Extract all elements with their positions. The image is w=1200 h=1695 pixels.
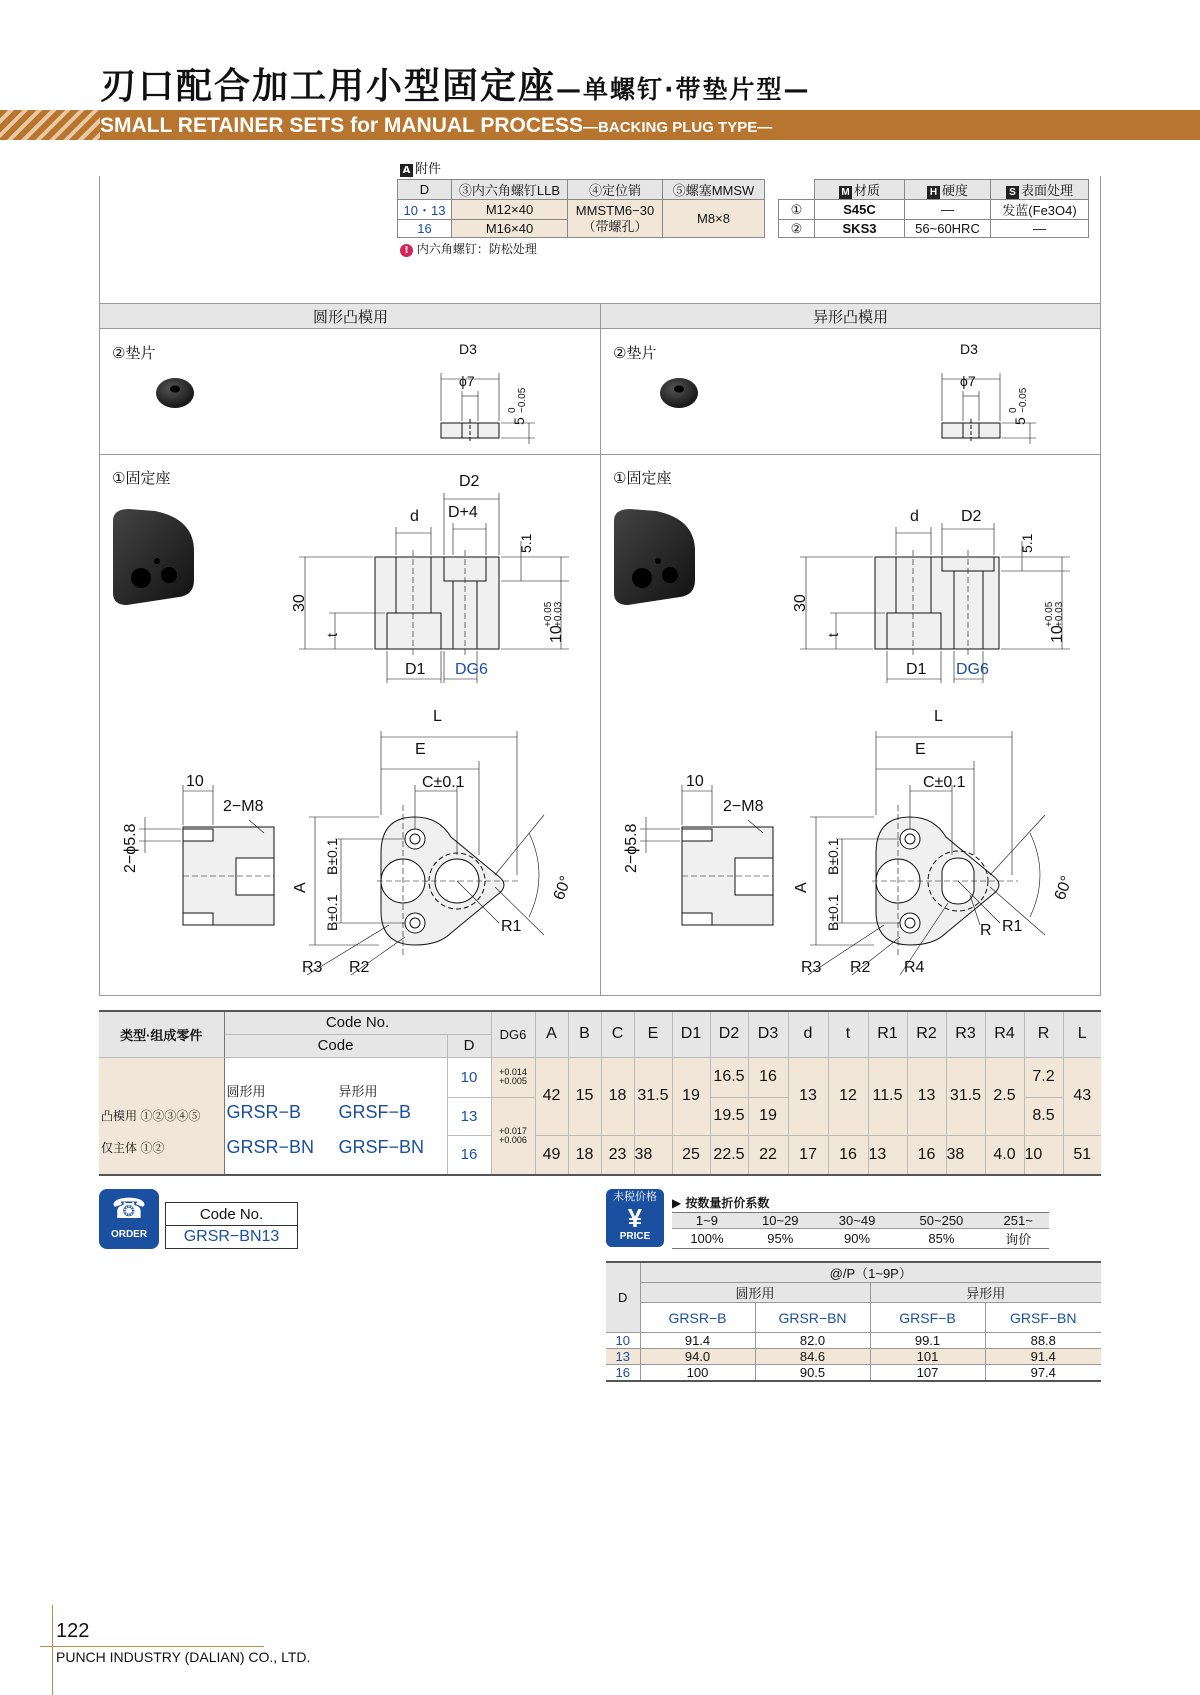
dim-D2-right: D2 bbox=[961, 508, 982, 525]
dim-5-left: 5 bbox=[511, 417, 527, 425]
acc-d-2: 16 bbox=[398, 220, 452, 238]
dim-10-tol-top-left: +0.05 bbox=[543, 601, 554, 627]
spec-a-R3: 31.5 bbox=[946, 1057, 985, 1135]
order-code-box bbox=[165, 1202, 298, 1249]
hardness-badge: H bbox=[927, 186, 940, 199]
mat-col-surface-label: 表面处理 bbox=[1020, 183, 1073, 198]
dim-t-right: t bbox=[825, 633, 841, 637]
dim-10-right: 10 bbox=[1049, 625, 1066, 643]
mat-no-2: ② bbox=[779, 220, 815, 238]
surface-badge: S bbox=[1006, 186, 1019, 199]
spec-a-R4: 2.5 bbox=[985, 1057, 1024, 1135]
dim-D2-left: D2 bbox=[459, 473, 480, 490]
spec-dg6-tol-1-bot: +0.005 bbox=[499, 1076, 527, 1086]
dim-5-tol-top-left: 0 bbox=[507, 407, 518, 413]
dim-2phi58-right: 2−ϕ5.8 bbox=[623, 823, 640, 873]
spec-a-D2-10: 16.5 bbox=[710, 1057, 748, 1097]
dim-t-left: t bbox=[324, 633, 340, 637]
accessories-badge: A bbox=[400, 164, 413, 177]
spec-a-L: 43 bbox=[1063, 1057, 1101, 1135]
rate-1: 100% bbox=[690, 1231, 724, 1246]
acc-pin-value: MMSTM6−30 bbox=[575, 202, 655, 218]
spec-col-codeno: Code No. bbox=[224, 1011, 491, 1034]
dim-d-left: d bbox=[410, 508, 419, 525]
spec-col-C: C bbox=[601, 1011, 634, 1057]
price-unit-header: @/P（1~9P） bbox=[640, 1262, 1101, 1283]
footer-hline bbox=[40, 1646, 264, 1647]
rate-5: 询价 bbox=[1005, 1232, 1032, 1247]
dim-phi7-right: ϕ7 bbox=[960, 373, 976, 389]
dim-10-tol-bot-left: +0.03 bbox=[553, 601, 564, 627]
triangle-icon: ▶ bbox=[672, 1196, 682, 1210]
shim-photo-right bbox=[660, 378, 698, 408]
mat-value-2: SKS3 bbox=[815, 220, 905, 238]
price-round-header: 圆形用 bbox=[640, 1283, 870, 1303]
rate-2: 95% bbox=[767, 1231, 794, 1246]
spec-col-R3: R3 bbox=[946, 1011, 985, 1057]
spec-col-B: B bbox=[568, 1011, 601, 1057]
spec-a-C: 18 bbox=[601, 1057, 634, 1135]
dim-B2-right: B±0.1 bbox=[825, 894, 841, 931]
spec-table bbox=[99, 1010, 1101, 1176]
section-shaped: 异形凸模用 bbox=[600, 303, 1101, 329]
spec-dg6-tol-2 bbox=[491, 1097, 535, 1175]
mat-col-material-label: 材质 bbox=[853, 183, 880, 198]
discount-title-text: 按数量折价系数 bbox=[685, 1196, 770, 1210]
spec-a-R-10: 7.2 bbox=[1024, 1057, 1063, 1097]
spec-col-E: E bbox=[634, 1011, 672, 1057]
dim-A-right: A bbox=[793, 882, 810, 893]
spec-a-D1: 19 bbox=[672, 1057, 710, 1135]
dim-2phi58-left: 2−ϕ5.8 bbox=[122, 823, 139, 873]
page-number: 122 bbox=[56, 1620, 90, 1642]
dim-5-1-right: 5.1 bbox=[1019, 533, 1035, 553]
mat-value-1: S45C bbox=[815, 200, 905, 220]
dim-B1-left: B±0.1 bbox=[324, 838, 340, 875]
price-badge bbox=[606, 1189, 664, 1247]
dim-5-tol-top-right: 0 bbox=[1008, 407, 1019, 413]
dim-D1-right: D1 bbox=[906, 661, 927, 678]
acc-d-1: 10・13 bbox=[398, 200, 452, 220]
retainer-photo-round bbox=[113, 509, 194, 605]
spec-a-B: 15 bbox=[568, 1057, 601, 1135]
spec-d-16: 16 bbox=[447, 1135, 491, 1175]
spec-col-A: A bbox=[535, 1011, 568, 1057]
spec-col-t: t bbox=[828, 1011, 868, 1057]
spec-b-B: 18 bbox=[568, 1135, 601, 1175]
dim-DG6-right: DG6 bbox=[956, 661, 989, 678]
dim-E-right: E bbox=[915, 741, 926, 758]
dim-R3-left: R3 bbox=[302, 959, 323, 976]
spec-codes-cell bbox=[224, 1057, 447, 1175]
spec-b-R3: 38 bbox=[946, 1135, 985, 1175]
warning-icon: ! bbox=[400, 244, 413, 257]
title-en-main: SMALL RETAINER SETS for MANUAL PROCESS bbox=[100, 114, 584, 137]
dim-10b-right: 10 bbox=[686, 773, 704, 790]
dim-5-right: 5 bbox=[1012, 417, 1028, 425]
spec-dg6-tol-2-top: +0.017 bbox=[499, 1125, 527, 1136]
price-table bbox=[606, 1261, 1101, 1382]
price-16-3: 107 bbox=[870, 1365, 985, 1382]
dim-A-left: A bbox=[292, 882, 309, 893]
material-table bbox=[778, 179, 1089, 238]
price-13-2: 84.6 bbox=[755, 1349, 870, 1365]
dim-DG6-left: DG6 bbox=[455, 661, 488, 678]
retainer-label-right: ①固定座 bbox=[613, 469, 672, 487]
dim-B2-left: B±0.1 bbox=[324, 894, 340, 931]
order-code-value: GRSR−BN13 bbox=[183, 1228, 280, 1245]
mat-corner bbox=[779, 180, 815, 200]
yen-icon: ¥ bbox=[627, 1203, 643, 1233]
spec-b-R: 10 bbox=[1024, 1135, 1063, 1175]
order-code-label: Code No. bbox=[166, 1203, 297, 1226]
acc-pin bbox=[568, 200, 663, 238]
accessories-table bbox=[397, 179, 765, 238]
price-10-1: 91.4 bbox=[640, 1333, 755, 1349]
qty-2: 10~29 bbox=[762, 1213, 799, 1228]
price-16-2: 90.5 bbox=[755, 1365, 870, 1382]
spec-b-D3: 22 bbox=[748, 1135, 788, 1175]
acc-plug: M8×8 bbox=[663, 200, 765, 238]
qty-3: 30~49 bbox=[838, 1213, 876, 1228]
spec-a-t: 12 bbox=[828, 1057, 868, 1135]
dim-R3-right: R3 bbox=[801, 959, 822, 976]
spec-row-label-2: 仅主体 ①② bbox=[101, 1140, 165, 1155]
spec-type-shaped: 异形用 bbox=[338, 1084, 378, 1100]
dim-R2-right: R2 bbox=[850, 959, 871, 976]
qty-1: 1~9 bbox=[695, 1213, 718, 1228]
spec-col-d: d bbox=[788, 1011, 828, 1057]
mat-col-hardness bbox=[905, 180, 991, 200]
dim-R1-right: R1 bbox=[1002, 918, 1023, 935]
acc-col-plug: ⑤螺塞MMSW bbox=[663, 180, 765, 200]
dim-R2-left: R2 bbox=[349, 959, 370, 976]
dim-R4-right: R4 bbox=[904, 959, 925, 976]
spec-d-10: 10 bbox=[447, 1057, 491, 1097]
price-col-d: D bbox=[606, 1262, 640, 1333]
dim-30-right: 30 bbox=[792, 594, 809, 612]
spec-code-bn-shaped: GRSF−BN bbox=[338, 1137, 425, 1158]
discount-table bbox=[672, 1212, 1049, 1249]
dim-2M8-right: 2−M8 bbox=[723, 798, 764, 815]
banner-stripes bbox=[0, 110, 100, 140]
spec-a-d: 13 bbox=[788, 1057, 828, 1135]
spec-col-type: 类型·组成零件 bbox=[99, 1011, 224, 1057]
discount-title bbox=[672, 1194, 769, 1211]
dim-L-right: L bbox=[934, 708, 943, 725]
mat-hard-1: — bbox=[905, 200, 991, 220]
spec-b-D1: 25 bbox=[672, 1135, 710, 1175]
spec-a-A: 42 bbox=[535, 1057, 568, 1135]
spec-a-R2: 13 bbox=[907, 1057, 946, 1135]
spec-col-R1: R1 bbox=[868, 1011, 907, 1057]
dim-10-tol-top-right: +0.05 bbox=[1044, 601, 1055, 627]
spec-b-A: 49 bbox=[535, 1135, 568, 1175]
price-d-10: 10 bbox=[606, 1333, 640, 1349]
acc-screw-2: M16×40 bbox=[452, 220, 568, 238]
dim-Dplus4-left: D+4 bbox=[448, 504, 478, 521]
rate-3: 90% bbox=[844, 1231, 871, 1246]
spec-b-R1: 13 bbox=[868, 1135, 907, 1175]
dim-10b-left: 10 bbox=[186, 773, 204, 790]
spec-col-dg6: DG6 bbox=[491, 1011, 535, 1057]
price-10-2: 82.0 bbox=[755, 1333, 870, 1349]
dim-D3-right: D3 bbox=[960, 341, 978, 357]
acc-pin-note: （带螺孔） bbox=[582, 218, 648, 234]
phone-icon: ☎ bbox=[111, 1192, 147, 1225]
spec-col-R4: R4 bbox=[985, 1011, 1024, 1057]
spec-a-D3-13: 19 bbox=[748, 1097, 788, 1135]
shim-label-right: ②垫片 bbox=[613, 344, 657, 362]
dim-60deg-right: 60° bbox=[1051, 873, 1077, 903]
price-code-3: GRSF−B bbox=[870, 1303, 985, 1333]
spec-col-R: R bbox=[1024, 1011, 1063, 1057]
price-code-4: GRSF−BN bbox=[985, 1303, 1101, 1333]
retainer-drawing-round bbox=[99, 455, 601, 995]
price-16-1: 100 bbox=[640, 1365, 755, 1382]
qty-4: 50~250 bbox=[919, 1213, 964, 1228]
page-title bbox=[100, 58, 811, 109]
dim-60deg-left: 60° bbox=[550, 873, 576, 903]
dim-phi7-left: ϕ7 bbox=[459, 373, 475, 389]
price-10-3: 99.1 bbox=[870, 1333, 985, 1349]
spec-type-round: 圆形用 bbox=[226, 1084, 266, 1100]
price-code-2: GRSR−BN bbox=[755, 1303, 870, 1333]
spec-col-D1: D1 bbox=[672, 1011, 710, 1057]
order-badge bbox=[99, 1189, 159, 1249]
price-13-1: 94.0 bbox=[640, 1349, 755, 1365]
title-en bbox=[100, 114, 772, 138]
retainer-label-left: ①固定座 bbox=[112, 469, 171, 487]
dim-C-right: C±0.1 bbox=[923, 774, 966, 791]
dim-R1-left: R1 bbox=[501, 918, 522, 935]
dim-B1-right: B±0.1 bbox=[825, 838, 841, 875]
mat-surf-2: — bbox=[991, 220, 1089, 238]
price-10-4: 88.8 bbox=[985, 1333, 1101, 1349]
spec-a-E: 31.5 bbox=[634, 1057, 672, 1135]
mat-hard-2: 56~60HRC bbox=[905, 220, 991, 238]
spec-a-D2-13: 19.5 bbox=[710, 1097, 748, 1135]
spec-b-R2: 16 bbox=[907, 1135, 946, 1175]
price-badge-top: 未税价格 bbox=[613, 1191, 657, 1203]
price-d-16: 16 bbox=[606, 1365, 640, 1382]
spec-col-D2: D2 bbox=[710, 1011, 748, 1057]
acc-col-d: D bbox=[398, 180, 452, 200]
spec-b-E: 38 bbox=[634, 1135, 672, 1175]
price-13-4: 91.4 bbox=[985, 1349, 1101, 1365]
spec-b-d: 17 bbox=[788, 1135, 828, 1175]
mat-col-surface bbox=[991, 180, 1089, 200]
spec-col-L: L bbox=[1063, 1011, 1101, 1057]
shim-label-left: ②垫片 bbox=[112, 344, 156, 362]
acc-screw-1: M12×40 bbox=[452, 200, 568, 220]
retainer-drawing-shaped bbox=[600, 455, 1101, 995]
acc-col-pin: ④定位销 bbox=[568, 180, 663, 200]
dim-5-1-left: 5.1 bbox=[518, 533, 534, 553]
dim-2M8-left: 2−M8 bbox=[223, 798, 264, 815]
price-16-4: 97.4 bbox=[1030, 1365, 1056, 1380]
spec-dg6-tol-1 bbox=[491, 1057, 535, 1097]
dim-5-tol-bot-right: −0.05 bbox=[1018, 387, 1029, 413]
spec-code-b-shaped: GRSF−B bbox=[338, 1102, 412, 1123]
dim-10-tol-bot-right: +0.03 bbox=[1054, 601, 1065, 627]
title-en-sub: —BACKING PLUG TYPE— bbox=[583, 119, 773, 136]
spec-b-L: 51 bbox=[1063, 1135, 1101, 1175]
spec-b-t: 16 bbox=[828, 1135, 868, 1175]
dim-30-left: 30 bbox=[291, 594, 308, 612]
section-round: 圆形凸模用 bbox=[99, 303, 601, 329]
dim-5-tol-bot-left: −0.05 bbox=[517, 387, 528, 413]
accessories-label-text: 附件 bbox=[415, 162, 442, 177]
acc-col-screw: ③内六角螺钉LLB bbox=[452, 180, 568, 200]
dim-D3-left: D3 bbox=[459, 341, 477, 357]
accessories-label bbox=[400, 158, 441, 177]
dim-L-left: L bbox=[433, 708, 442, 725]
spec-a-D3-10: 16 bbox=[748, 1057, 788, 1097]
spec-row-label-1: 凸模用 ①②③④⑤ bbox=[101, 1108, 201, 1123]
footer-vline bbox=[52, 1605, 53, 1695]
title-cn: 刃口配合加工用小型固定座 bbox=[100, 66, 557, 107]
spec-type-cell bbox=[99, 1057, 224, 1175]
price-shaped-header: 异形用 bbox=[870, 1283, 1101, 1303]
spec-a-R1: 11.5 bbox=[868, 1057, 907, 1135]
acc-note bbox=[400, 240, 537, 257]
spec-b-R4: 4.0 bbox=[985, 1135, 1024, 1175]
title-cn-sub: —单螺钉·带垫片型— bbox=[556, 75, 811, 104]
qty-5: 251~ bbox=[1003, 1213, 1033, 1228]
order-badge-text: ORDER bbox=[110, 1229, 148, 1240]
dim-C-left: C±0.1 bbox=[422, 774, 465, 791]
shim-drawings bbox=[99, 329, 1101, 454]
spec-col-R2: R2 bbox=[907, 1011, 946, 1057]
dim-D1-left: D1 bbox=[405, 661, 426, 678]
material-badge: M bbox=[839, 186, 852, 199]
spec-dg6-tol-1-top: +0.014 bbox=[499, 1067, 527, 1077]
shim-photo-left bbox=[156, 378, 194, 408]
spec-b-C: 23 bbox=[601, 1135, 634, 1175]
mat-col-hardness-label: 硬度 bbox=[941, 183, 968, 198]
price-badge-bottom: PRICE bbox=[619, 1231, 651, 1242]
mat-no-1: ① bbox=[779, 200, 815, 220]
spec-code-b-round: GRSR−B bbox=[226, 1102, 302, 1123]
retainer-photo-shaped bbox=[614, 509, 695, 605]
dim-d-right: d bbox=[910, 508, 919, 525]
price-d-13: 13 bbox=[606, 1349, 640, 1365]
spec-col-code: Code bbox=[224, 1034, 447, 1057]
spec-code-bn-round: GRSR−BN bbox=[226, 1137, 315, 1158]
spec-a-R-13: 8.5 bbox=[1024, 1097, 1063, 1135]
mat-col-material bbox=[815, 180, 905, 200]
price-code-1: GRSR−B bbox=[640, 1303, 755, 1333]
spec-b-D2: 22.5 bbox=[710, 1135, 748, 1175]
price-13-3: 101 bbox=[870, 1349, 985, 1365]
mat-surf-1: 发蓝(Fe3O4) bbox=[991, 200, 1089, 220]
spec-dg6-tol-2-bot: +0.006 bbox=[499, 1134, 527, 1145]
rate-4: 85% bbox=[928, 1231, 955, 1246]
dim-10-left: 10 bbox=[548, 625, 565, 643]
spec-col-D3: D3 bbox=[748, 1011, 788, 1057]
spec-d-13: 13 bbox=[447, 1097, 491, 1135]
company-name: PUNCH INDUSTRY (DALIAN) CO., LTD. bbox=[56, 1649, 311, 1665]
dim-R-right: R bbox=[980, 922, 992, 939]
acc-note-text: 内六角螺钉：防松处理 bbox=[416, 242, 537, 256]
spec-col-D: D bbox=[447, 1034, 491, 1057]
dim-E-left: E bbox=[415, 741, 426, 758]
